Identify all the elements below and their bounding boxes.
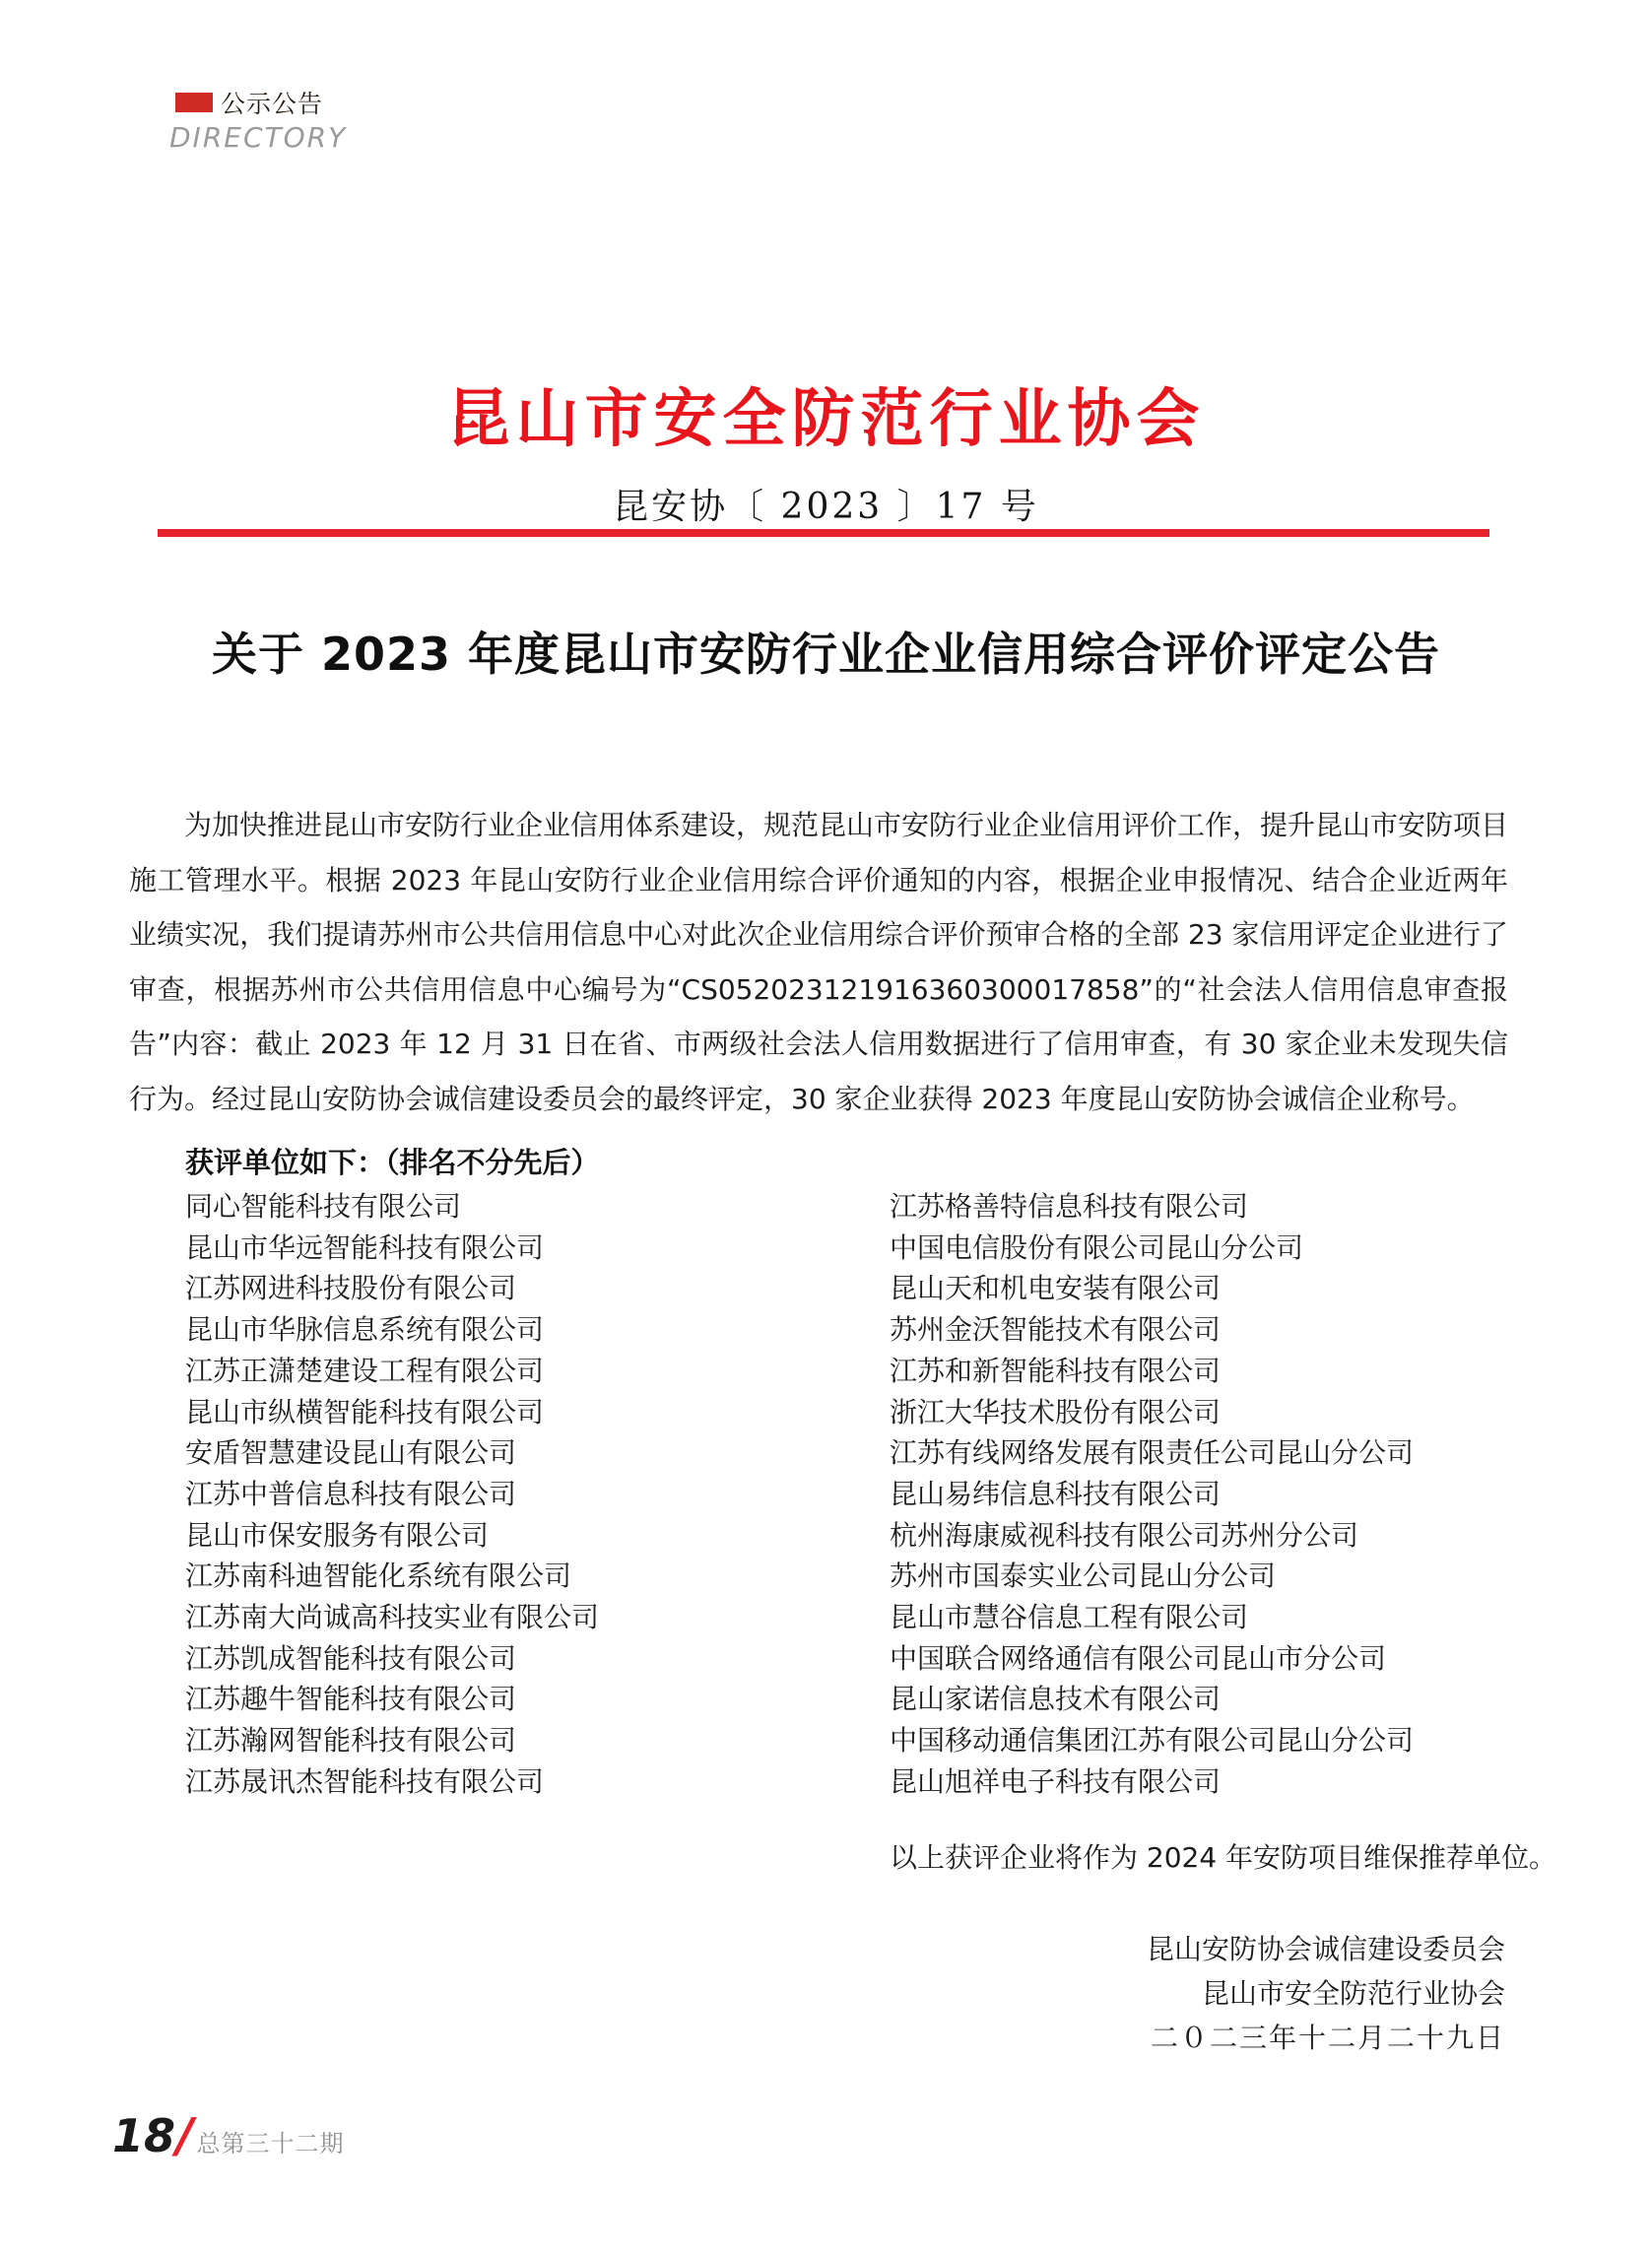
category-title-cn: 公示公告 (221, 90, 324, 118)
company-list-item: 江苏中普信息科技有限公司 (185, 1477, 517, 1510)
page-number: 18 (112, 2109, 176, 2162)
category-header (169, 85, 347, 154)
company-list-item: 江苏格善特信息科技有限公司 (890, 1190, 1249, 1223)
article-body-paragraph: 为加快推进昆山市安防行业企业信用体系建设，规范昆山市安防行业企业信用评价工作，提升昆山市安防项目施工管理水平。根据 2023 年昆山安防行业企业信用综合评价通知的内容，根据企业申报情况、结合企业近两年业绩实况，我们提请苏州市公共信用信息中心对此次企业信用综合评价预审合格的全部 23 家信用评定企业进行了审查，根据苏州市公共信用信息中心编号为“CS052023121916360300017858”的“社会法人信用信息审查报告”内容：截止 2023 年 12 月 31 日在省、市两级社会法人信用数据进行了信用审查，有 30 家企业未发现失信行为。经过昆山安防协会诚信建设委员会的最终评定，30 家企业获得 2023 年度昆山安防协会诚信企业称号。 (129, 809, 1509, 1115)
company-list-item: 江苏南大尚诚高科技实业有限公司 (185, 1601, 600, 1634)
masthead-divider-rule (158, 529, 1489, 537)
awarded-list-header: 获评单位如下：（排名不分先后） (185, 1146, 600, 1179)
company-list-item: 江苏晟讯杰智能科技有限公司 (185, 1764, 545, 1798)
company-list-item: 杭州海康威视科技有限公司苏州分公司 (890, 1518, 1359, 1552)
company-list-item: 昆山旭祥电子科技有限公司 (890, 1764, 1222, 1798)
closing-note: 以上获评企业将作为 2024 年安防项目维保推荐单位。 (890, 1841, 1557, 1874)
company-list-item: 昆山家诺信息技术有限公司 (890, 1683, 1222, 1716)
document-number: 昆安协〔 2023 〕17 号 (613, 487, 1039, 527)
signature-date: 二０二三年十二月二十九日 (1150, 2022, 1505, 2054)
issue-label: 总第三十二期 (196, 2130, 345, 2157)
company-list-item: 江苏瀚网智能科技有限公司 (185, 1724, 517, 1758)
company-list-item: 昆山天和机电安装有限公司 (890, 1272, 1222, 1305)
company-list-item: 江苏南科迪智能化系统有限公司 (185, 1560, 572, 1593)
company-list-item: 中国联合网络通信有限公司昆山市分公司 (890, 1641, 1387, 1675)
company-list-item: 中国移动通信集团江苏有限公司昆山分公司 (890, 1724, 1415, 1758)
footer-slash-divider: / (176, 2108, 194, 2163)
signature-committee: 昆山安防协会诚信建设委员会 (1146, 1933, 1505, 1965)
article-title: 关于 2023 年度昆山市安防行业企业信用综合评价评定公告 (211, 628, 1441, 681)
company-list-item: 江苏有线网络发展有限责任公司昆山分公司 (890, 1436, 1415, 1470)
company-list-item: 安盾智慧建设昆山有限公司 (185, 1436, 517, 1470)
company-list-item: 昆山市华脉信息系统有限公司 (185, 1313, 545, 1347)
company-list-item: 昆山市慧谷信息工程有限公司 (890, 1601, 1249, 1634)
company-list-item: 江苏凯成智能科技有限公司 (185, 1641, 517, 1675)
signature-organization: 昆山市安全防范行业协会 (1201, 1977, 1505, 2010)
company-list-item: 苏州金沃智能技术有限公司 (890, 1313, 1222, 1347)
company-list-item: 苏州市国泰实业公司昆山分公司 (890, 1560, 1277, 1593)
company-list-item: 江苏正潇楚建设工程有限公司 (185, 1354, 545, 1387)
company-list-item: 昆山市华远智能科技有限公司 (185, 1230, 545, 1264)
signature-block (1147, 1927, 1505, 2060)
company-list-item: 江苏趣牛智能科技有限公司 (185, 1683, 517, 1716)
company-list-item: 同心智能科技有限公司 (185, 1190, 462, 1223)
company-list-right (890, 1186, 1414, 1803)
company-list-item: 昆山市纵横智能科技有限公司 (185, 1395, 545, 1428)
company-list-item: 浙江大华技术股份有限公司 (890, 1395, 1222, 1428)
company-list-left (185, 1186, 599, 1803)
company-list-item: 昆山市保安服务有限公司 (185, 1518, 490, 1552)
company-list-item: 中国电信股份有限公司昆山分公司 (890, 1230, 1304, 1264)
page-footer (112, 2108, 345, 2163)
company-list-item: 江苏网进科技股份有限公司 (185, 1272, 517, 1305)
category-marker-icon (175, 93, 213, 112)
company-list-item: 昆山易纬信息科技有限公司 (890, 1477, 1222, 1510)
category-title-en: DIRECTORY (169, 121, 348, 154)
masthead-org-title: 昆山市安全防范行业协会 (446, 382, 1206, 456)
company-list-item: 江苏和新智能科技有限公司 (890, 1354, 1222, 1387)
